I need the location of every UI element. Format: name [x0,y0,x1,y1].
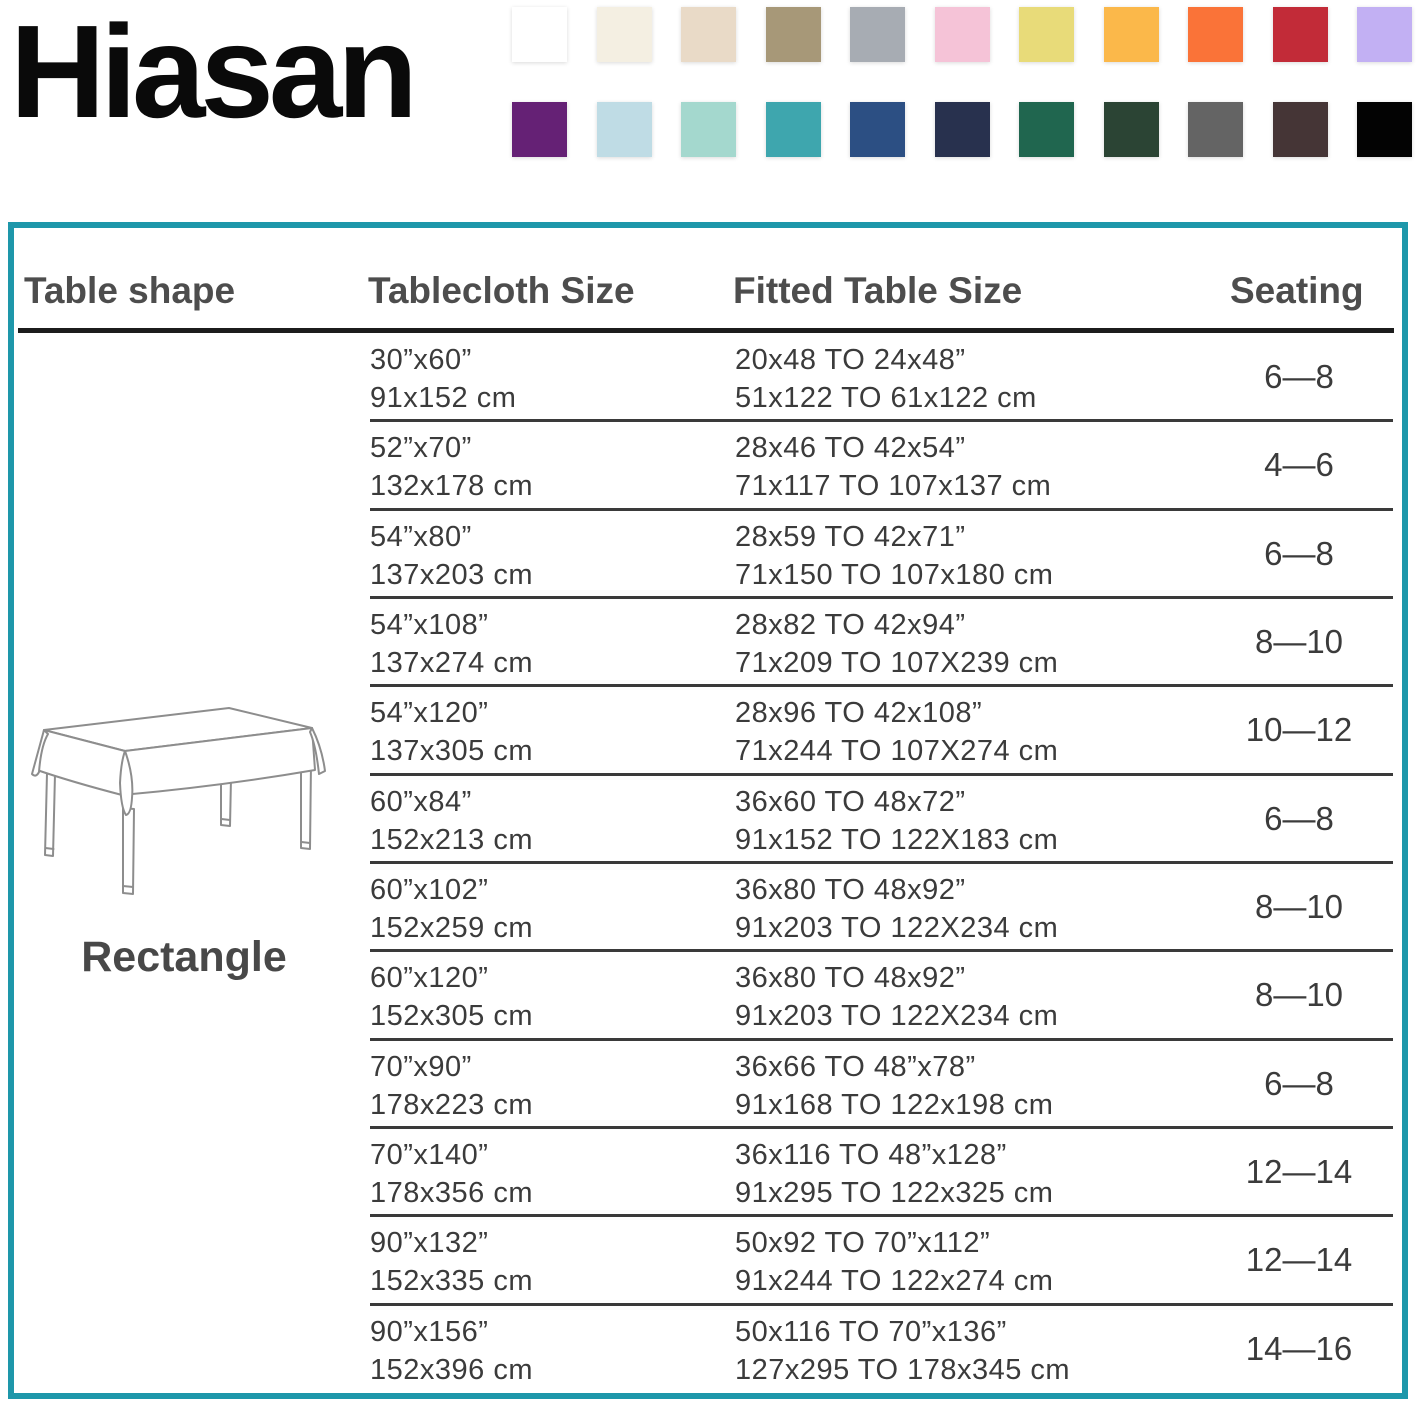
fitted-size-cm: 71x209 TO 107X239 cm [735,646,1059,679]
size-chart-row [14,1128,1402,1216]
seating-cell: 12—14 [1245,1153,1353,1191]
seating-cell: 12—14 [1245,1241,1353,1279]
shape-label: Rectangle [81,933,287,981]
tablecloth-size-inches: 30”x60” [370,344,472,376]
color-swatch-black [1357,102,1412,157]
tablecloth-size-cm: 152x396 cm [370,1353,533,1386]
tablecloth-size-inches: 60”x102” [370,873,489,906]
tablecloth-size-cm: 132x178 cm [370,470,533,503]
fitted-size-cm: 71x244 TO 107X274 cm [735,735,1059,768]
seating-cell: 4—6 [1264,446,1334,484]
color-swatch-aqua [681,102,736,157]
tablecloth-size-cm: 137x305 cm [370,735,533,768]
size-chart-row [14,333,1402,421]
color-swatch-grid [512,7,1412,157]
tablecloth-size-cm: 152x259 cm [370,911,533,944]
column-header-table-shape: Table shape [24,270,236,311]
color-swatch-navy-blue [850,102,905,157]
tablecloth-size-inches: 90”x156” [370,1315,489,1348]
color-swatch-khaki [766,7,821,62]
tablecloth-size-inches: 52”x70” [370,432,472,465]
color-swatch-green [1019,102,1074,157]
fitted-size-cm: 91x244 TO 122x274 cm [735,1265,1054,1298]
color-swatch-gold [1104,7,1159,62]
fitted-size-inches: 28x96 TO 42x108” [735,697,983,730]
tablecloth-size-inches: 60”x120” [370,962,489,995]
color-swatch-teal [766,102,821,157]
size-chart-row [14,1305,1402,1393]
column-header-fitted-size: Fitted Table Size [733,270,1023,311]
fitted-size-inches: 28x46 TO 42x54” [735,432,966,465]
fitted-size-cm: 91x152 TO 122X183 cm [735,823,1059,856]
fitted-size-cm: 91x295 TO 122x325 cm [735,1176,1054,1209]
tablecloth-size-cm: 137x203 cm [370,558,533,591]
tablecloth-size-cm: 178x356 cm [370,1176,533,1209]
color-swatch-red [1273,7,1328,62]
rectangle-table-icon [22,698,362,918]
seating-cell: 14—16 [1245,1329,1353,1367]
seating-cell: 6—8 [1264,358,1334,396]
tablecloth-size-cm: 178x223 cm [370,1088,533,1121]
color-swatch-light-blue [597,102,652,157]
seating-cell: 8—10 [1254,623,1344,661]
tablecloth-size-inches: 90”x132” [370,1227,489,1260]
fitted-size-cm: 71x117 TO 107x137 cm [735,470,1052,503]
fitted-size-cm: 91x203 TO 122X234 cm [735,1000,1059,1033]
seating-cell: 10—12 [1245,711,1353,749]
size-chart-row [14,1040,1402,1128]
color-swatch-dark-grey [1188,102,1243,157]
color-swatch-white [512,7,567,62]
color-swatch-pink [935,7,990,62]
color-swatch-beige [681,7,736,62]
fitted-size-cm: 91x203 TO 122X234 cm [735,911,1059,944]
color-swatch-orange [1188,7,1243,62]
size-chart-panel [8,222,1408,1399]
color-swatch-navy [935,102,990,157]
fitted-size-inches: 36x80 TO 48x92” [735,962,966,995]
fitted-size-inches: 36x66 TO 48”x78” [735,1050,976,1083]
color-swatch-grey [850,7,905,62]
seating-cell: 6—8 [1264,534,1334,572]
seating-cell: 6—8 [1264,799,1334,837]
color-swatch-hunter-green [1104,102,1159,157]
size-chart-row [14,421,1402,509]
fitted-size-inches: 50x116 TO 70”x136” [735,1315,1007,1348]
tablecloth-size-inches: 54”x120” [370,697,489,730]
tablecloth-size-cm: 152x305 cm [370,1000,533,1033]
fitted-size-inches: 50x92 TO 70”x112” [735,1227,991,1260]
color-swatch-purple [512,102,567,157]
size-chart-content [14,228,1402,1393]
color-swatch-ivory [597,7,652,62]
tablecloth-size-cm: 152x213 cm [370,823,533,856]
tablecloth-size-inches: 54”x108” [370,608,489,641]
size-chart-row [14,510,1402,598]
column-header-tablecloth-size: Tablecloth Size [368,270,635,311]
fitted-size-inches: 28x59 TO 42x71” [735,520,966,553]
color-swatch-lavender [1357,7,1412,62]
tablecloth-size-inches: 54”x80” [370,520,472,553]
fitted-size-cm: 127x295 TO 178x345 cm [735,1353,1071,1386]
fitted-size-cm: 91x168 TO 122x198 cm [735,1088,1054,1121]
color-swatch-yellow [1019,7,1074,62]
seating-cell: 6—8 [1264,1064,1334,1102]
brand-logo: Hiasan [10,0,413,145]
seating-cell: 8—10 [1254,976,1344,1014]
tablecloth-size-cm: 91x152 cm [370,382,517,414]
fitted-size-inches: 36x60 TO 48x72” [735,785,966,818]
tablecloth-size-inches: 60”x84” [370,785,472,818]
size-chart-row [14,1216,1402,1304]
seating-cell: 8—10 [1254,888,1344,926]
fitted-size-cm: 51x122 TO 61x122 cm [735,382,1037,414]
tablecloth-size-cm: 137x274 cm [370,646,533,679]
fitted-size-inches: 36x80 TO 48x92” [735,873,966,906]
tablecloth-size-cm: 152x335 cm [370,1265,533,1298]
color-swatch-chocolate [1273,102,1328,157]
fitted-size-inches: 20x48 TO 24x48” [735,344,966,376]
tablecloth-size-inches: 70”x90” [370,1050,472,1083]
size-chart-row [14,598,1402,686]
fitted-size-inches: 36x116 TO 48”x128” [735,1138,1007,1171]
fitted-size-cm: 71x150 TO 107x180 cm [735,558,1054,591]
fitted-size-inches: 28x82 TO 42x94” [735,608,966,641]
column-header-seating: Seating [1230,270,1364,311]
tablecloth-size-inches: 70”x140” [370,1138,489,1171]
